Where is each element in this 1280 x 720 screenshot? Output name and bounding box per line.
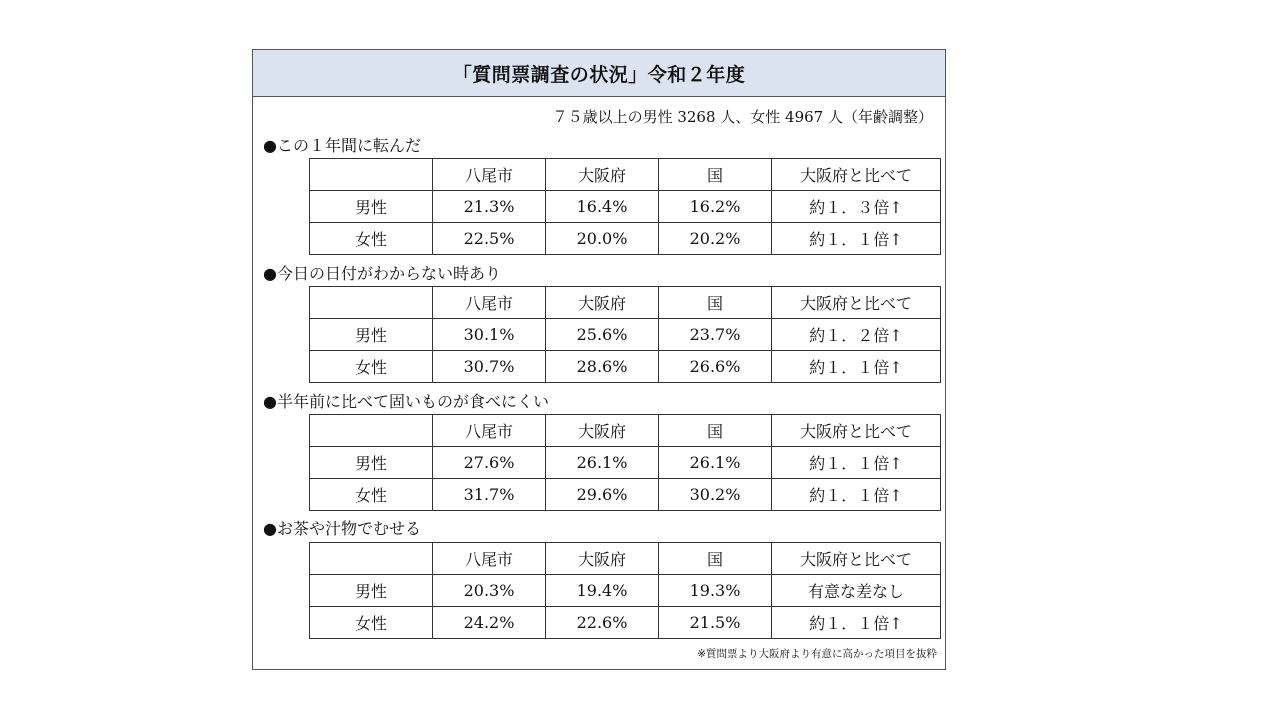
header-kuni: 国 (659, 543, 772, 575)
table-header-row (310, 159, 941, 191)
panel-subtitle: ７５歳以上の男性 3268 人、女性 4967 人（年齢調整） (552, 108, 933, 126)
cell-compare: 約１．３倍↑ (772, 191, 941, 223)
cell-kuni: 19.3% (659, 575, 772, 607)
table-row-female (310, 607, 941, 639)
cell-osaka: 20.0% (546, 223, 659, 255)
header-blank (310, 287, 433, 319)
cell-kuni: 30.2% (659, 479, 772, 511)
cell-compare: 約１．１倍↑ (772, 479, 941, 511)
cell-kuni: 26.6% (659, 351, 772, 383)
row-label: 男性 (310, 319, 433, 351)
header-blank (310, 159, 433, 191)
header-osaka: 大阪府 (546, 543, 659, 575)
header-yao: 八尾市 (433, 159, 546, 191)
row-label: 女性 (310, 351, 433, 383)
header-blank (310, 415, 433, 447)
cell-kuni: 23.7% (659, 319, 772, 351)
cell-yao: 31.7% (433, 479, 546, 511)
row-label: 女性 (310, 479, 433, 511)
cell-yao: 21.3% (433, 191, 546, 223)
footnote: ※質問票より大阪府より有意に高かった項目を抜粋 (697, 648, 937, 660)
cell-yao: 27.6% (433, 447, 546, 479)
table-header-row (310, 543, 941, 575)
header-compare: 大阪府と比べて (772, 543, 941, 575)
table-date (309, 286, 941, 383)
cell-osaka: 16.4% (546, 191, 659, 223)
cell-yao: 30.1% (433, 319, 546, 351)
header-compare: 大阪府と比べて (772, 415, 941, 447)
cell-osaka: 29.6% (546, 479, 659, 511)
cell-compare: 約１．１倍↑ (772, 447, 941, 479)
table-row-female (310, 351, 941, 383)
header-yao: 八尾市 (433, 415, 546, 447)
header-compare: 大阪府と比べて (772, 287, 941, 319)
table-row-male (310, 447, 941, 479)
header-osaka: 大阪府 (546, 287, 659, 319)
section-title-date: ●今日の日付がわからない時あり (263, 264, 501, 283)
cell-compare: 約１．２倍↑ (772, 319, 941, 351)
section-title-choking: ●お茶や汁物でむせる (263, 519, 421, 538)
cell-yao: 20.3% (433, 575, 546, 607)
row-label: 男性 (310, 575, 433, 607)
row-label: 男性 (310, 447, 433, 479)
row-label: 女性 (310, 607, 433, 639)
cell-osaka: 25.6% (546, 319, 659, 351)
header-kuni: 国 (659, 159, 772, 191)
section-title-chewing: ●半年前に比べて固いものが食べにくい (263, 392, 549, 411)
cell-osaka: 19.4% (546, 575, 659, 607)
survey-panel (252, 49, 946, 670)
cell-compare: 有意な差なし (772, 575, 941, 607)
section-title-falls: ●この１年間に転んだ (263, 136, 421, 155)
cell-compare: 約１．１倍↑ (772, 223, 941, 255)
table-header-row (310, 415, 941, 447)
cell-yao: 30.7% (433, 351, 546, 383)
cell-kuni: 21.5% (659, 607, 772, 639)
table-header-row (310, 287, 941, 319)
cell-compare: 約１．１倍↑ (772, 607, 941, 639)
row-label: 女性 (310, 223, 433, 255)
panel-title: 「質問票調査の状況」令和２年度 (253, 50, 945, 97)
header-kuni: 国 (659, 415, 772, 447)
row-label: 男性 (310, 191, 433, 223)
cell-osaka: 26.1% (546, 447, 659, 479)
table-row-female (310, 479, 941, 511)
header-yao: 八尾市 (433, 543, 546, 575)
table-choking (309, 542, 941, 639)
table-chewing (309, 414, 941, 511)
table-row-male (310, 575, 941, 607)
header-blank (310, 543, 433, 575)
table-row-male (310, 319, 941, 351)
cell-kuni: 26.1% (659, 447, 772, 479)
header-compare: 大阪府と比べて (772, 159, 941, 191)
table-row-male (310, 191, 941, 223)
header-osaka: 大阪府 (546, 159, 659, 191)
header-osaka: 大阪府 (546, 415, 659, 447)
cell-yao: 24.2% (433, 607, 546, 639)
cell-osaka: 28.6% (546, 351, 659, 383)
cell-kuni: 16.2% (659, 191, 772, 223)
header-yao: 八尾市 (433, 287, 546, 319)
header-kuni: 国 (659, 287, 772, 319)
table-row-female (310, 223, 941, 255)
cell-kuni: 20.2% (659, 223, 772, 255)
cell-compare: 約１．１倍↑ (772, 351, 941, 383)
cell-yao: 22.5% (433, 223, 546, 255)
cell-osaka: 22.6% (546, 607, 659, 639)
table-falls (309, 158, 941, 255)
